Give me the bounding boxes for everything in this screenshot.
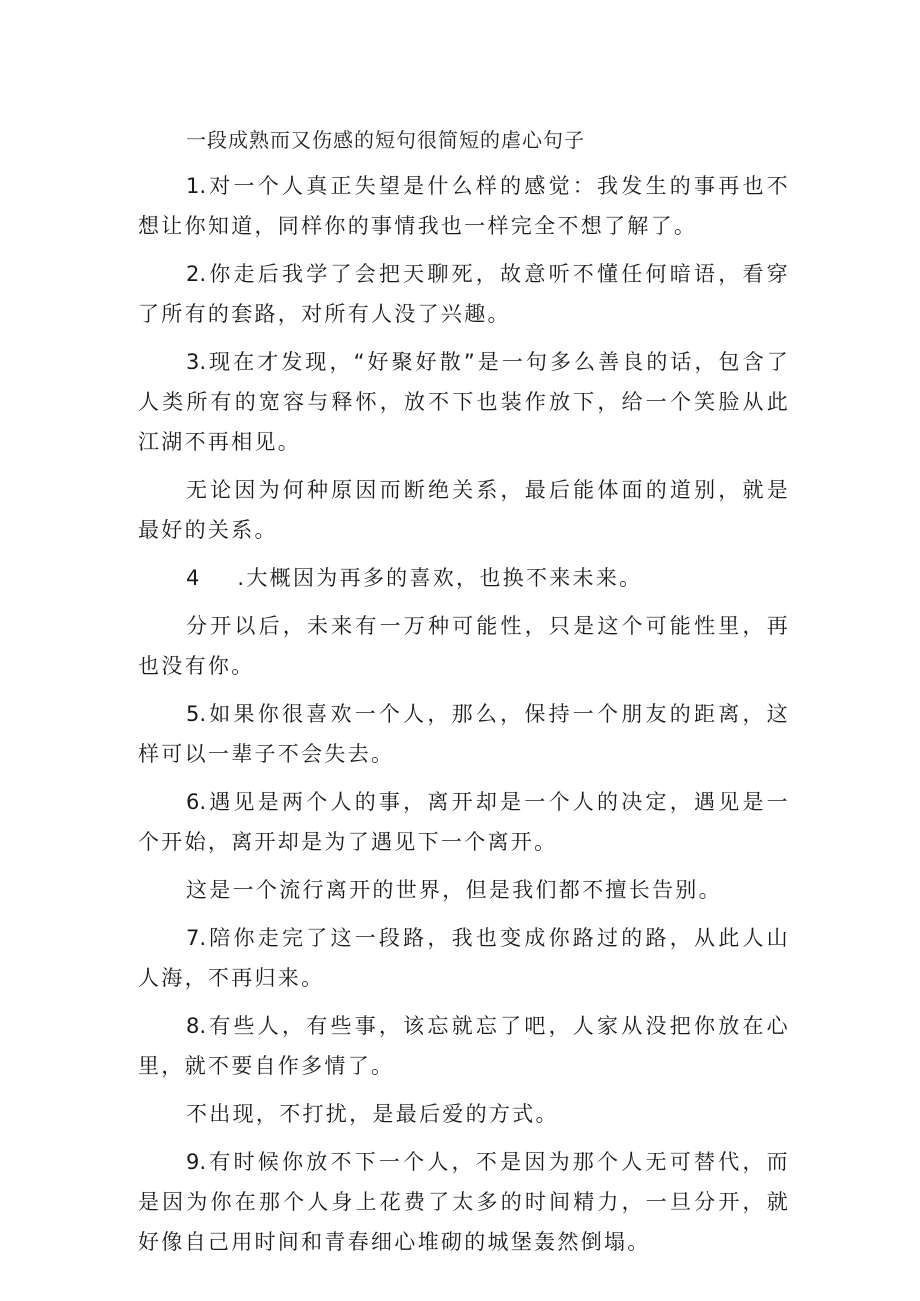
paragraph-9 — [138, 1142, 790, 1262]
item-number: 8 — [186, 1014, 200, 1038]
paragraph-8-continued — [138, 1094, 790, 1134]
paragraph-text: .有些人，有些事，该忘就忘了吧，人家从没把你放在心里，就不要自作多情了。 — [138, 1014, 790, 1078]
paragraph-text: 分开以后，未来有一万种可能性，只是这个可能性里，再也没有你。 — [138, 614, 790, 678]
paragraph-1 — [138, 166, 790, 246]
paragraph-text: .陪你走完了这一段路，我也变成你路过的路，从此人山人海，不再归来。 — [138, 926, 790, 990]
paragraph-text: .你走后我学了会把天聊死，故意听不懂任何暗语，看穿了所有的套路，对所有人没了兴趣。 — [138, 262, 790, 326]
item-number: 3 — [186, 350, 200, 374]
paragraph-6-continued — [138, 870, 790, 910]
paragraph-text: .大概因为再多的喜欢，也换不来未来。 — [237, 566, 643, 590]
paragraph-text: 这是一个流行离开的世界，但是我们都不擅长告别。 — [186, 878, 722, 902]
paragraph-3 — [138, 342, 790, 462]
paragraph-text: .现在才发现，“好聚好散”是一句多么善良的话，包含了人类所有的宽容与释怀，放不下也装作放下，给一个笑脸从此江湖不再相见。 — [138, 350, 790, 454]
paragraph-4-continued — [138, 606, 790, 686]
paragraph-8 — [138, 1006, 790, 1086]
paragraph-5 — [138, 694, 790, 774]
paragraph-3-continued — [138, 470, 790, 550]
paragraph-text: .对一个人真正失望是什么样的感觉：我发生的事再也不想让你知道，同样你的事情我也一样完全不想了解了。 — [138, 174, 790, 238]
paragraph-6 — [138, 782, 790, 862]
paragraph-text: .遇见是两个人的事，离开却是一个人的决定，遇见是一个开始，离开却是为了遇见下一个离开。 — [138, 790, 790, 854]
paragraph-text: .如果你很喜欢一个人，那么，保持一个朋友的距离，这样可以一辈子不会失去。 — [138, 702, 790, 766]
paragraph-4 — [138, 558, 790, 598]
item-number: 4 — [186, 566, 200, 590]
document-body — [138, 124, 790, 1270]
item-number: 5 — [186, 702, 200, 726]
document-title: 一段成熟而又伤感的短句很简短的虐心句子 — [186, 128, 585, 152]
paragraph-7 — [138, 918, 790, 998]
item-number: 9 — [186, 1150, 200, 1174]
item-number: 1 — [186, 174, 200, 198]
paragraph-text: 不出现，不打扰，是最后爱的方式。 — [186, 1102, 559, 1126]
paragraph-text: .有时候你放不下一个人，不是因为那个人无可替代，而是因为你在那个人身上花费了太多的时间精力，一旦分开，就好像自己用时间和青春细心堆砌的城堡轰然倒塌。 — [138, 1150, 790, 1254]
item-number: 2 — [186, 262, 200, 286]
item-number: 7 — [186, 926, 200, 950]
item-number: 6 — [186, 790, 200, 814]
paragraph-2 — [138, 254, 790, 334]
paragraph-text: 无论因为何种原因而断绝关系，最后能体面的道别，就是最好的关系。 — [138, 478, 790, 542]
